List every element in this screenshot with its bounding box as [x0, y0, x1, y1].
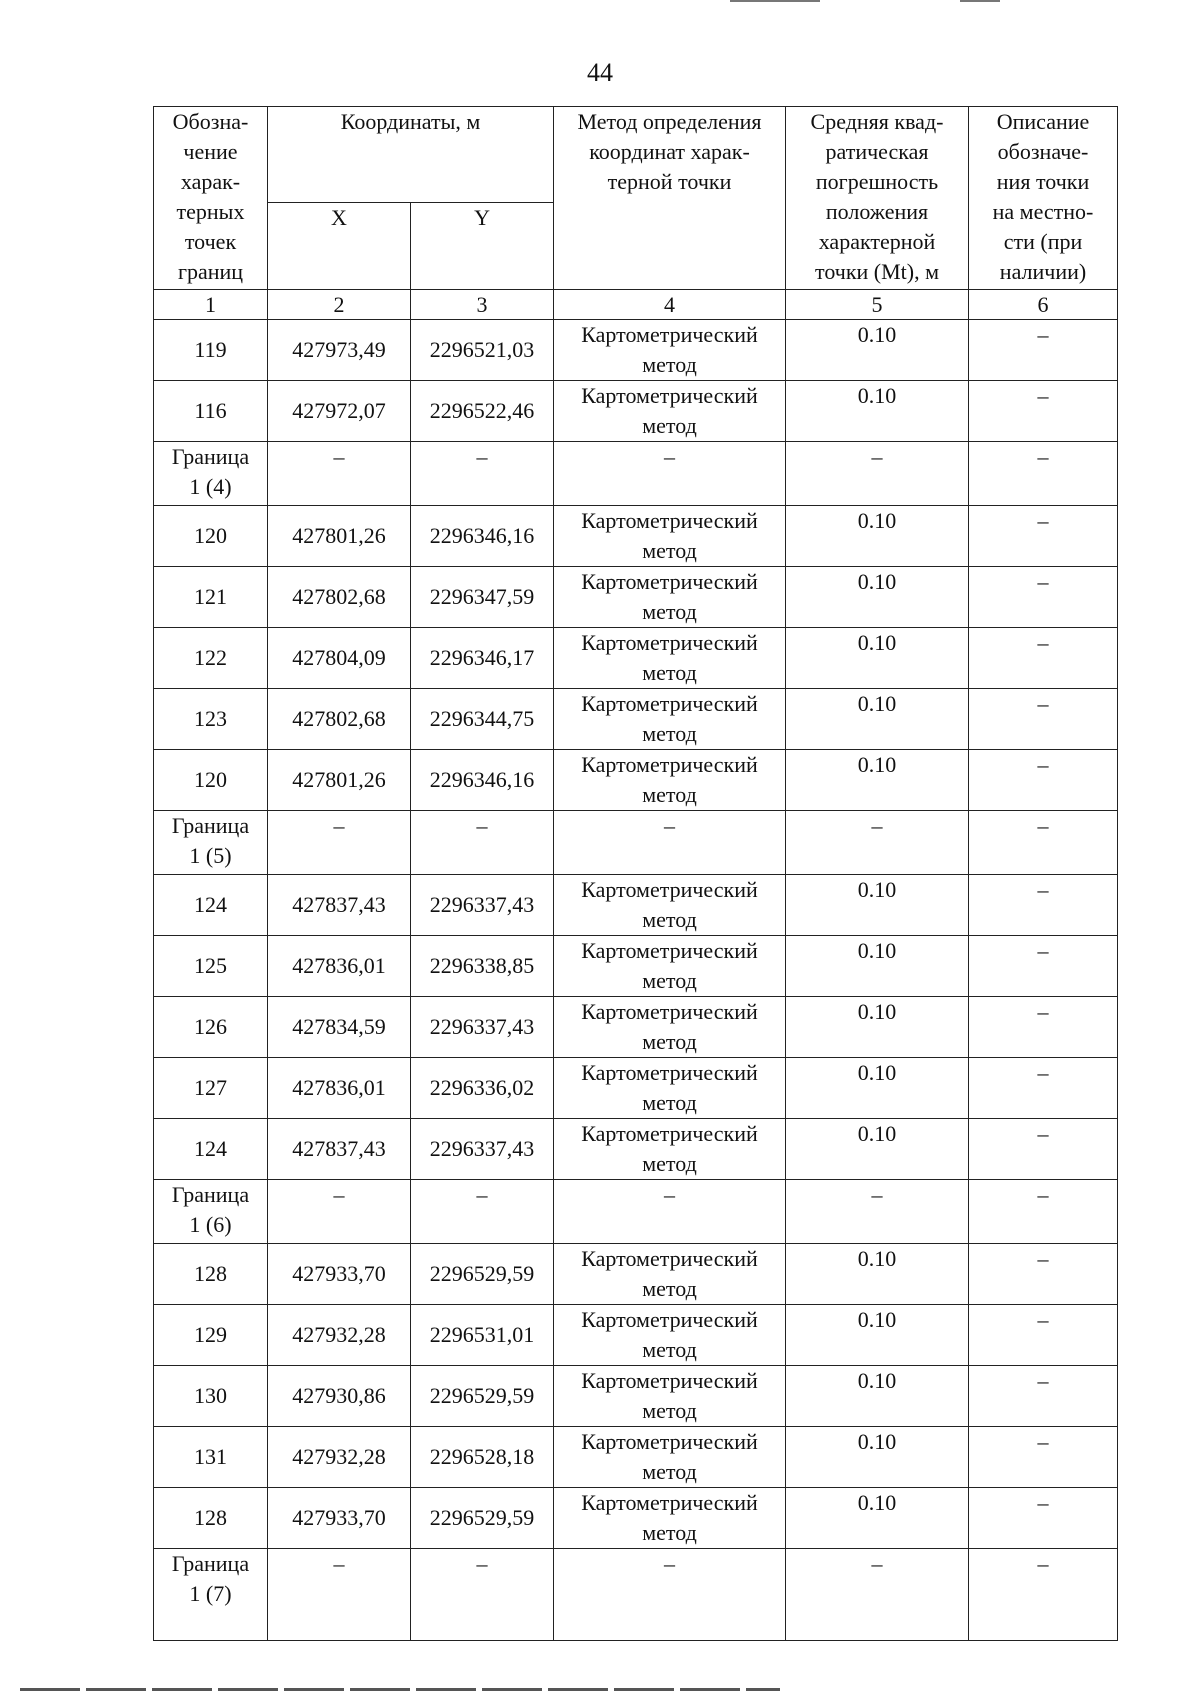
y-coordinate: 2296337,43 — [411, 997, 554, 1058]
y-coordinate: 2296346,16 — [411, 750, 554, 811]
method-cell: Картометрический метод — [554, 689, 786, 750]
description-cell: – — [969, 381, 1118, 442]
method-cell: Картометрический метод — [554, 1244, 786, 1305]
error-cell: 0.10 — [786, 567, 969, 628]
method-cell: – — [554, 1180, 786, 1244]
description-cell: – — [969, 567, 1118, 628]
header-description: Описание обозначе- ния точки на местно- сти (при наличии) — [969, 107, 1118, 290]
method-cell: Картометрический метод — [554, 1058, 786, 1119]
description-cell: – — [969, 1427, 1118, 1488]
method-cell: Картометрический метод — [554, 1366, 786, 1427]
point-id: 128 — [154, 1488, 268, 1549]
table-row — [154, 1058, 1118, 1119]
column-number: 3 — [411, 290, 554, 320]
table-body — [154, 320, 1118, 1641]
method-cell: Картометрический метод — [554, 750, 786, 811]
method-cell: Картометрический метод — [554, 1119, 786, 1180]
error-cell: 0.10 — [786, 875, 969, 936]
description-cell: – — [969, 1119, 1118, 1180]
y-coordinate: 2296529,59 — [411, 1366, 554, 1427]
table-row — [154, 1305, 1118, 1366]
error-cell: 0.10 — [786, 997, 969, 1058]
boundary-label: Граница 1 (6) — [154, 1180, 268, 1244]
x-coordinate: 427834,59 — [268, 997, 411, 1058]
y-coordinate: – — [411, 811, 554, 875]
method-cell: Картометрический метод — [554, 567, 786, 628]
y-coordinate: 2296346,17 — [411, 628, 554, 689]
point-id: 126 — [154, 997, 268, 1058]
description-cell: – — [969, 442, 1118, 506]
y-coordinate: 2296336,02 — [411, 1058, 554, 1119]
method-cell: Картометрический метод — [554, 320, 786, 381]
method-cell: – — [554, 1549, 786, 1641]
error-cell: 0.10 — [786, 381, 969, 442]
method-cell: Картометрический метод — [554, 997, 786, 1058]
point-id: 120 — [154, 750, 268, 811]
x-coordinate: 427837,43 — [268, 875, 411, 936]
x-coordinate: 427932,28 — [268, 1305, 411, 1366]
error-cell: – — [786, 1180, 969, 1244]
error-cell: 0.10 — [786, 1427, 969, 1488]
scan-edge-line-left — [730, 0, 820, 2]
y-coordinate: 2296337,43 — [411, 875, 554, 936]
point-id: 127 — [154, 1058, 268, 1119]
column-number: 6 — [969, 290, 1118, 320]
table-row — [154, 1488, 1118, 1549]
point-id: 129 — [154, 1305, 268, 1366]
x-coordinate: 427930,86 — [268, 1366, 411, 1427]
y-coordinate: 2296522,46 — [411, 381, 554, 442]
description-cell: – — [969, 1244, 1118, 1305]
point-id: 124 — [154, 1119, 268, 1180]
table-row — [154, 997, 1118, 1058]
y-coordinate: 2296347,59 — [411, 567, 554, 628]
description-cell: – — [969, 811, 1118, 875]
x-coordinate: – — [268, 1180, 411, 1244]
y-coordinate: – — [411, 442, 554, 506]
x-coordinate: 427836,01 — [268, 1058, 411, 1119]
column-number: 5 — [786, 290, 969, 320]
error-cell: 0.10 — [786, 628, 969, 689]
description-cell: – — [969, 997, 1118, 1058]
description-cell: – — [969, 875, 1118, 936]
x-coordinate: 427801,26 — [268, 506, 411, 567]
method-cell: Картометрический метод — [554, 381, 786, 442]
y-coordinate: 2296531,01 — [411, 1305, 554, 1366]
description-cell: – — [969, 689, 1118, 750]
x-coordinate: 427837,43 — [268, 1119, 411, 1180]
boundary-label: Граница 1 (7) — [154, 1549, 268, 1641]
table-row — [154, 628, 1118, 689]
header-error: Средняя квад- ратическая погрешность положения характерной точки (Mt), м — [786, 107, 969, 290]
coordinates-table — [153, 106, 1118, 1641]
x-coordinate: 427802,68 — [268, 567, 411, 628]
boundary-label: Граница 1 (4) — [154, 442, 268, 506]
header-coordinates: Координаты, м — [268, 107, 554, 203]
error-cell: 0.10 — [786, 1488, 969, 1549]
point-id: 130 — [154, 1366, 268, 1427]
table-row — [154, 1244, 1118, 1305]
description-cell: – — [969, 750, 1118, 811]
header-designation: Обозна- чение харак- терных точек границ — [154, 107, 268, 290]
method-cell: – — [554, 811, 786, 875]
scan-edge-line-right — [960, 0, 1000, 2]
x-coordinate: – — [268, 442, 411, 506]
table-row — [154, 1366, 1118, 1427]
description-cell: – — [969, 1305, 1118, 1366]
x-coordinate: 427933,70 — [268, 1488, 411, 1549]
error-cell: – — [786, 442, 969, 506]
method-cell: Картометрический метод — [554, 936, 786, 997]
header-x: X — [268, 203, 411, 290]
point-id: 123 — [154, 689, 268, 750]
x-coordinate: 427932,28 — [268, 1427, 411, 1488]
table-row — [154, 381, 1118, 442]
x-coordinate: 427804,09 — [268, 628, 411, 689]
description-cell: – — [969, 936, 1118, 997]
point-id: 119 — [154, 320, 268, 381]
header-method: Метод определения координат харак- терной точки — [554, 107, 786, 290]
table-row — [154, 936, 1118, 997]
method-cell: Картометрический метод — [554, 628, 786, 689]
boundary-row — [154, 1180, 1118, 1244]
y-coordinate: 2296528,18 — [411, 1427, 554, 1488]
table-row — [154, 506, 1118, 567]
y-coordinate: – — [411, 1180, 554, 1244]
x-coordinate: 427972,07 — [268, 381, 411, 442]
point-id: 128 — [154, 1244, 268, 1305]
table-row — [154, 1427, 1118, 1488]
description-cell: – — [969, 1549, 1118, 1641]
y-coordinate: 2296529,59 — [411, 1488, 554, 1549]
table-row — [154, 320, 1118, 381]
y-coordinate: 2296521,03 — [411, 320, 554, 381]
error-cell: 0.10 — [786, 1119, 969, 1180]
y-coordinate: 2296529,59 — [411, 1244, 554, 1305]
description-cell: – — [969, 1488, 1118, 1549]
table-row — [154, 689, 1118, 750]
point-id: 124 — [154, 875, 268, 936]
page-number: 44 — [587, 58, 613, 87]
description-cell: – — [969, 320, 1118, 381]
column-number-row — [154, 290, 1118, 320]
method-cell: – — [554, 442, 786, 506]
boundary-row — [154, 811, 1118, 875]
y-coordinate: – — [411, 1549, 554, 1641]
y-coordinate: 2296337,43 — [411, 1119, 554, 1180]
point-id: 116 — [154, 381, 268, 442]
table-row — [154, 750, 1118, 811]
error-cell: 0.10 — [786, 936, 969, 997]
column-number: 1 — [154, 290, 268, 320]
boundary-row — [154, 1549, 1118, 1641]
error-cell: – — [786, 811, 969, 875]
description-cell: – — [969, 1366, 1118, 1427]
y-coordinate: 2296346,16 — [411, 506, 554, 567]
x-coordinate: 427801,26 — [268, 750, 411, 811]
method-cell: Картометрический метод — [554, 506, 786, 567]
table-row — [154, 567, 1118, 628]
x-coordinate: 427933,70 — [268, 1244, 411, 1305]
method-cell: Картометрический метод — [554, 1305, 786, 1366]
x-coordinate: – — [268, 811, 411, 875]
header-y: Y — [411, 203, 554, 290]
error-cell: 0.10 — [786, 1366, 969, 1427]
y-coordinate: 2296344,75 — [411, 689, 554, 750]
column-number: 4 — [554, 290, 786, 320]
boundary-label: Граница 1 (5) — [154, 811, 268, 875]
error-cell: 0.10 — [786, 1058, 969, 1119]
error-cell: – — [786, 1549, 969, 1641]
method-cell: Картометрический метод — [554, 1427, 786, 1488]
table-row — [154, 1119, 1118, 1180]
point-id: 122 — [154, 628, 268, 689]
description-cell: – — [969, 1058, 1118, 1119]
description-cell: – — [969, 628, 1118, 689]
description-cell: – — [969, 506, 1118, 567]
boundary-row — [154, 442, 1118, 506]
x-coordinate: 427836,01 — [268, 936, 411, 997]
table-row — [154, 875, 1118, 936]
point-id: 120 — [154, 506, 268, 567]
description-cell: – — [969, 1180, 1118, 1244]
error-cell: 0.10 — [786, 1305, 969, 1366]
point-id: 125 — [154, 936, 268, 997]
x-coordinate: 427802,68 — [268, 689, 411, 750]
x-coordinate: – — [268, 1549, 411, 1641]
error-cell: 0.10 — [786, 1244, 969, 1305]
y-coordinate: 2296338,85 — [411, 936, 554, 997]
x-coordinate: 427973,49 — [268, 320, 411, 381]
column-number: 2 — [268, 290, 411, 320]
method-cell: Картометрический метод — [554, 875, 786, 936]
error-cell: 0.10 — [786, 320, 969, 381]
scan-bottom-edge — [20, 1688, 780, 1691]
error-cell: 0.10 — [786, 506, 969, 567]
point-id: 131 — [154, 1427, 268, 1488]
point-id: 121 — [154, 567, 268, 628]
error-cell: 0.10 — [786, 750, 969, 811]
method-cell: Картометрический метод — [554, 1488, 786, 1549]
error-cell: 0.10 — [786, 689, 969, 750]
